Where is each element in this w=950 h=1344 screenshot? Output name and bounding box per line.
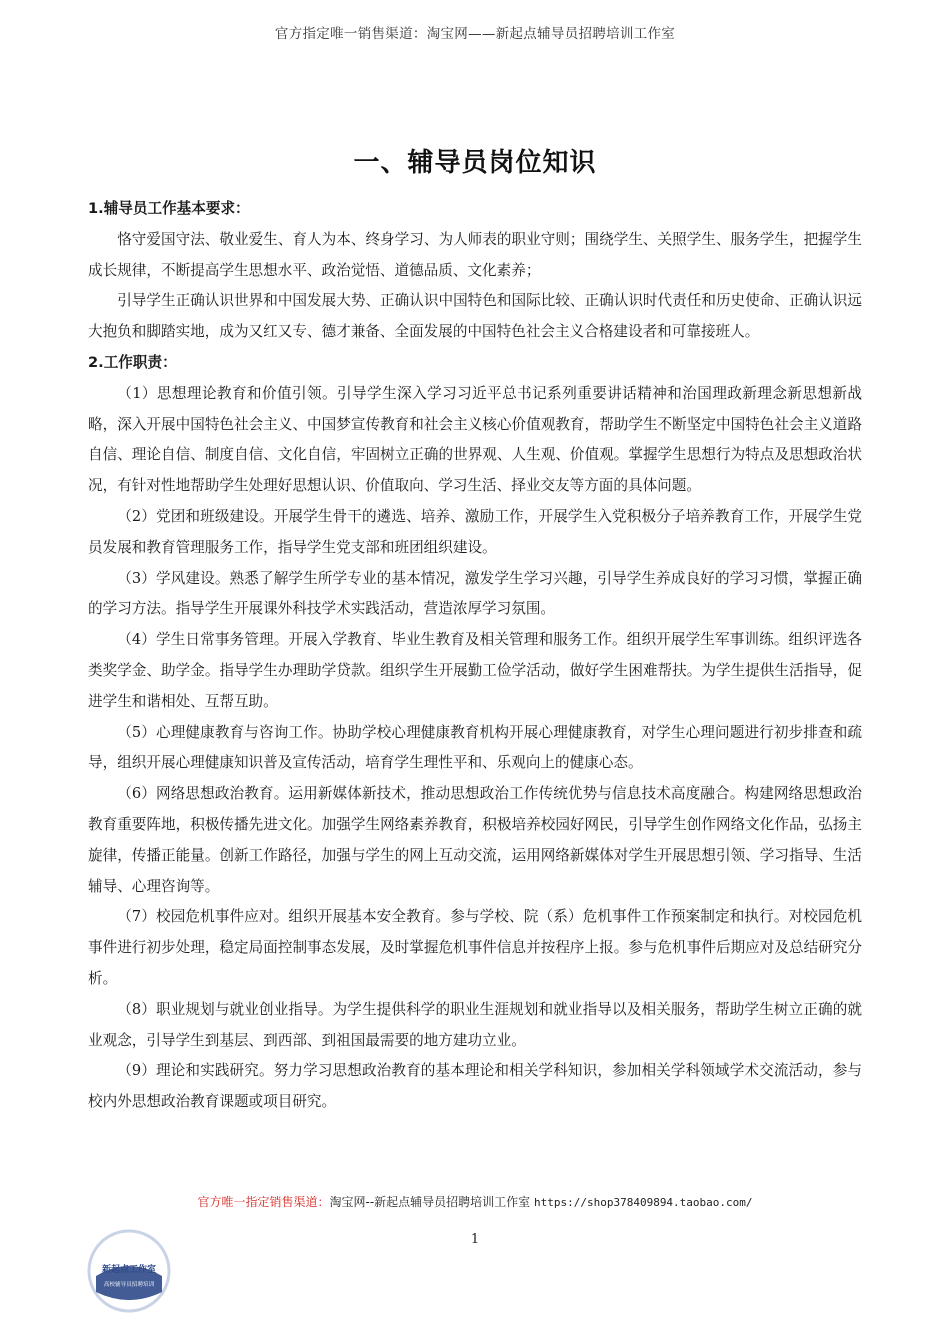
shop-name: 淘宝网--新起点辅导员招聘培训工作室 xyxy=(329,1195,531,1209)
paragraph: （2）党团和班级建设。开展学生骨干的遴选、培养、激励工作，开展学生入党积极分子培养教育工作，开展学生党员发展和教育管理服务工作，指导学生党支部和班团组织建设。 xyxy=(88,507,862,556)
page-number: 1 xyxy=(470,1232,480,1247)
paragraph: （1）思想理论教育和价值引领。引导学生深入学习习近平总书记系列重要讲话精神和治国理政新理念新思想新战略，深入开展中国特色社会主义、中国梦宣传教育和社会主义核心价值观教育，帮助学生不断坚定中国特色社会主义道路自信、理论自信、制度自信、文化自信，牢固树立正确的世界观、人生观、价值观。掌握学生思想行为特点及思想政治状况，有针对性地帮助学生处理好思想认识、价值取向、学习生活、择业交友等方面的具体问题。 xyxy=(88,384,862,495)
logo-subtitle: 高校辅导员招聘培训 xyxy=(103,1282,155,1288)
document-body xyxy=(88,194,862,1118)
paragraph: （7）校园危机事件应对。组织开展基本安全教育。参与学校、院（系）危机事件工作预案制定和执行。对校园危机事件进行初步处理，稳定局面控制事态发展，及时掌握危机事件信息并按程序上报。参与危机事件后期应对及总结研究分析。 xyxy=(88,908,862,987)
studio-logo xyxy=(86,1228,172,1314)
paragraph: （3）学风建设。熟悉了解学生所学专业的基本情况，激发学生学习兴趣，引导学生养成良好的学习习惯，掌握正确的学习方法。指导学生开展课外科技学术实践活动，营造浓厚学习氛围。 xyxy=(88,569,862,618)
section-heading-requirements: 1.辅导员工作基本要求： xyxy=(88,200,250,217)
page-title: 一、辅导员岗位知识 xyxy=(353,148,597,178)
paragraph: （5）心理健康教育与咨询工作。协助学校心理健康教育机构开展心理健康教育，对学生心理问题进行初步排查和疏导，组织开展心理健康知识普及宣传活动，培育学生理性平和、乐观向上的健康心态。 xyxy=(88,723,862,772)
shop-url[interactable]: https://shop378409894.taobao.com/ xyxy=(533,1196,753,1209)
section-heading-duties: 2.工作职责： xyxy=(88,353,177,371)
sales-channel-note xyxy=(0,1193,950,1210)
paragraph: （8）职业规划与就业创业指导。为学生提供科学的职业生涯规划和就业指导以及相关服务，帮助学生树立正确的就业观念，引导学生到基层、到西部、到祖国最需要的地方建功立业。 xyxy=(88,1000,862,1049)
top-notice: 官方指定唯一销售渠道：淘宝网——新起点辅导员招聘培训工作室 xyxy=(274,26,676,42)
paragraph: （9）理论和实践研究。努力学习思想政治教育的基本理论和相关学科知识，参加相关学科领域学术交流活动，参与校内外思想政治教育课题或项目研究。 xyxy=(88,1062,862,1111)
paragraph: （6）网络思想政治教育。运用新媒体新技术，推动思想政治工作传统优势与信息技术高度融合。构建网络思想政治教育重要阵地，积极传播先进文化。加强学生网络素养教育，积极培养校园好网民，引导学生创作网络文化作品，弘扬主旋律，传播正能量。创新工作路径，加强与学生的网上互动交流，运用网络新媒体对学生开展思想引领、学习指导、生活辅导、心理咨询等。 xyxy=(88,785,862,895)
paragraph: 引导学生正确认识世界和中国发展大势、正确认识中国特色和国际比较、正确认识时代责任和历史使命、正确认识远大抱负和脚踏实地，成为又红又专、德才兼备、全面发展的中国特色社会主义合格建设者和可靠接班人。 xyxy=(88,292,862,341)
sales-channel-label: 官方唯一指定销售渠道： xyxy=(197,1195,330,1209)
logo-title: 新起点工作室 xyxy=(101,1265,157,1275)
paragraph: 恪守爱国守法、敬业爱生、育人为本、终身学习、为人师表的职业守则；围绕学生、关照学生、服务学生，把握学生成长规律，不断提高学生思想水平、政治觉悟、道德品质、文化素养； xyxy=(88,230,862,279)
paragraph: （4）学生日常事务管理。开展入学教育、毕业生教育及相关管理和服务工作。组织开展学生军事训练。组织评选各类奖学金、助学金。指导学生办理助学贷款。组织学生开展勤工俭学活动，做好学生困难帮扶。为学生提供生活指导，促进学生和谐相处、互帮互助。 xyxy=(88,631,862,710)
